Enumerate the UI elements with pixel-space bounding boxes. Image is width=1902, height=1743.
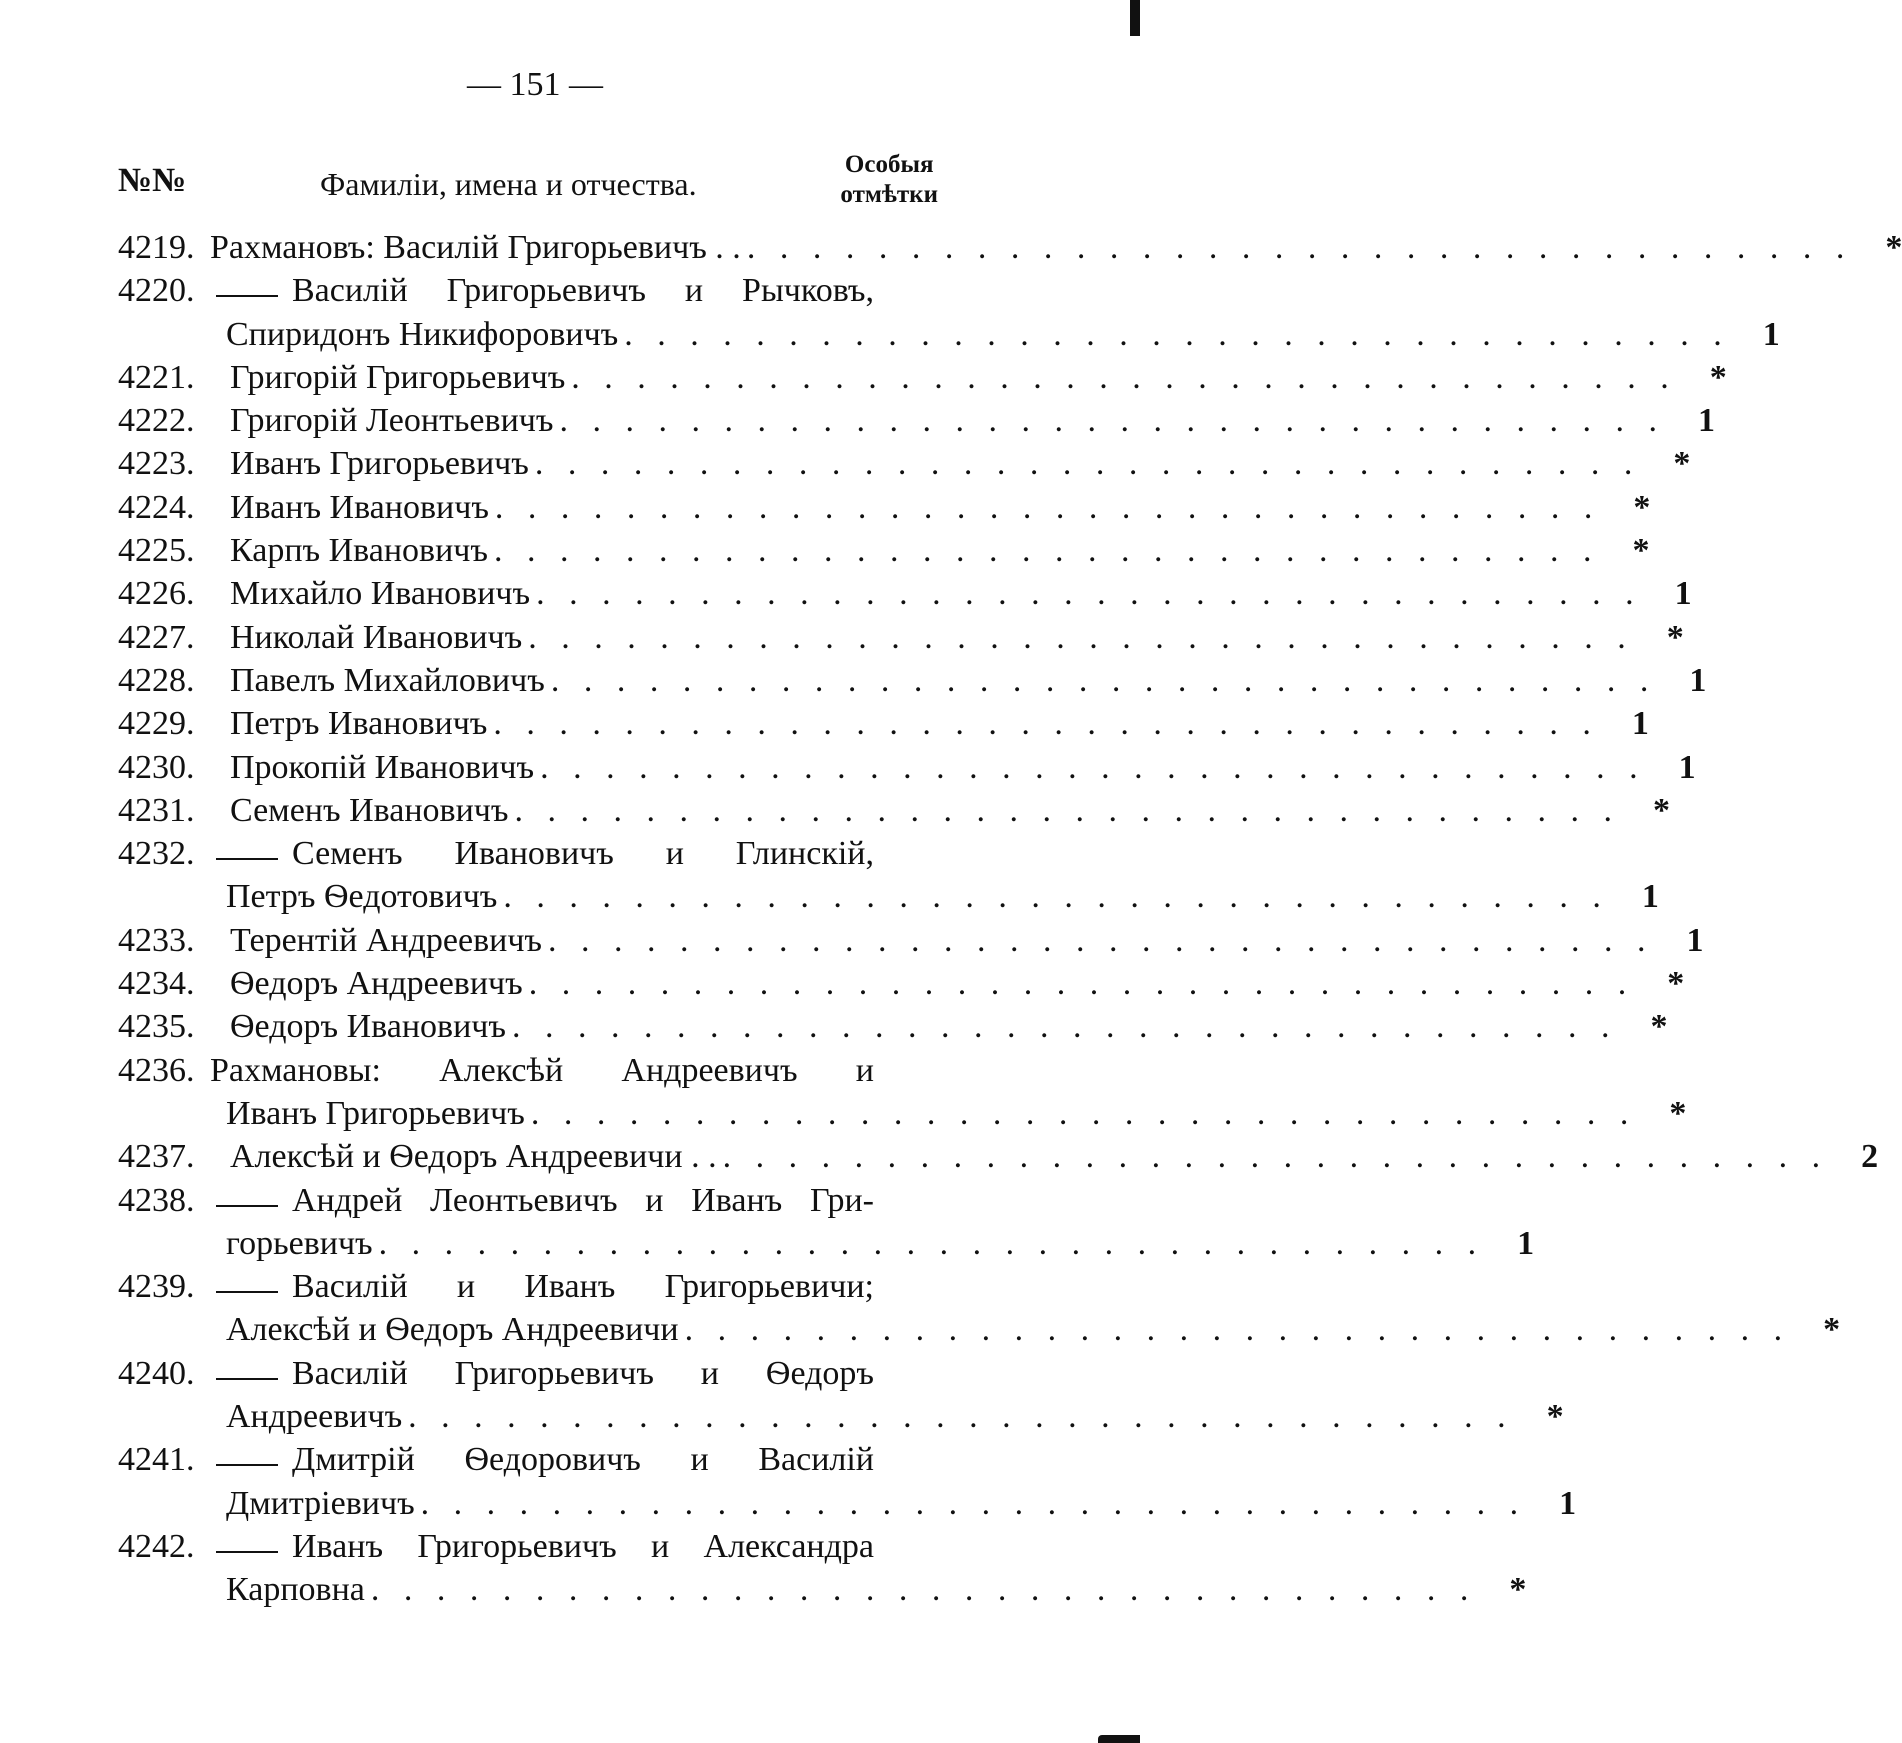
list-item xyxy=(118,659,1707,702)
entry-name-text: Терентій Андреевичъ xyxy=(230,921,543,959)
entry-line xyxy=(118,529,1650,572)
entry-name-text: Алексѣй и Ѳедоръ Андреевичи . . xyxy=(230,1138,717,1176)
entry-line xyxy=(118,399,1715,442)
entry-name xyxy=(292,1438,938,1481)
entry-mark: 1 xyxy=(1559,1484,1577,1522)
entry-name-text: Петръ Ивановичъ xyxy=(230,705,488,743)
dot-leader: . . . . . . . . . . . . . . . . . . . . . . . . . . . . . . . . . . xyxy=(494,488,1601,526)
entry-line xyxy=(118,486,1651,529)
entry-name-text: Андрей Леонтьевичъ и Иванъ Гри- xyxy=(292,1181,874,1219)
entry-mark: * xyxy=(1667,965,1685,1003)
notes-header-line2: отмѣтки xyxy=(840,181,938,208)
number-column-header: №№ xyxy=(118,162,187,199)
entry-line xyxy=(118,702,1649,745)
list-item xyxy=(118,442,1691,485)
dot-leader: . . . . . . . . . . . . . . . . . . . . . . . . . . . . . . . . . . xyxy=(503,878,1609,916)
entry-line xyxy=(118,832,938,875)
entry-name-text: Семенъ Ивановичъ xyxy=(230,791,509,829)
entry-line xyxy=(118,1092,1687,1135)
list-item xyxy=(118,832,1659,919)
entry-line xyxy=(118,1222,1535,1265)
entry-mark: 1 xyxy=(1689,661,1707,699)
dot-leader: . . . . . . . . . . . . . . . . . . . . . . . . . . . . . . . . . . xyxy=(420,1484,1527,1522)
entry-name-text: Прокопій Ивановичъ xyxy=(230,748,535,786)
entry-name-continued: Дмитріевичъ xyxy=(226,1484,415,1522)
dot-leader: . . . . . . . . . . . . . . . . . . . . . . . . . . . . . . . . . . xyxy=(548,921,1654,959)
entry-line xyxy=(118,572,1692,615)
entry-name xyxy=(230,789,508,832)
entry-name-text: Григорій Леонтьевичъ xyxy=(230,402,554,440)
entry-name xyxy=(230,442,529,485)
entry-line xyxy=(118,1308,1841,1351)
dot-leader: . . . . . . . . . . . . . . . . . . . . . . . . . . . . . . . . . . xyxy=(493,532,1600,570)
dot-leader: . . . . . . . . . . . . . . . . . . . . . . . . . . . . . . . . . . xyxy=(408,1398,1514,1436)
entry-name-text: Иванъ Григорьевичъ и Александра xyxy=(292,1527,874,1565)
entry-mark: * xyxy=(1823,1311,1841,1349)
entry-number: 4227. xyxy=(118,618,195,656)
list-item xyxy=(118,399,1715,442)
dot-leader: . . . . . . . . . . . . . . . . . . . . . . . . . . . . . . . . . . xyxy=(378,1224,1485,1262)
list-item xyxy=(118,962,1685,1005)
notes-header-line1: Особыя xyxy=(844,151,934,178)
dot-leader: . . . . . . . . . . . . . . . . . . . . . . . . . . . . . . . . . . xyxy=(511,1008,1618,1046)
entry-number: 4234. xyxy=(118,965,195,1003)
entry-mark: 1 xyxy=(1686,921,1704,959)
entry-name xyxy=(230,1005,506,1048)
entry-mark: * xyxy=(1666,618,1684,656)
dot-leader: . . . . . . . . . . . . . . . . . . . . . . . . . . . . . . . . . . xyxy=(534,445,1641,483)
entry-number: 4230. xyxy=(118,748,195,786)
entry-line xyxy=(118,1482,1577,1525)
entry-line xyxy=(118,789,1670,832)
entry-name-text: Павелъ Михайловичъ xyxy=(230,661,545,699)
entry-name-continued: горьевичъ xyxy=(226,1224,373,1262)
ditto-dash xyxy=(216,1551,278,1553)
entry-name xyxy=(210,1049,938,1092)
list-item xyxy=(118,746,1696,789)
list-item xyxy=(118,529,1650,572)
dot-leader: . . . . . . . . . . . . . . . . . . . . . . . . . . . . . . . . . . xyxy=(540,748,1646,786)
entry-mark: 1 xyxy=(1674,575,1692,613)
entry-mark: * xyxy=(1652,791,1670,829)
page-number: — 151 — xyxy=(467,66,603,103)
entry-number: 4235. xyxy=(118,1008,195,1046)
ditto-dash xyxy=(216,858,278,860)
dot-leader: . . . . . . . . . . . . . . . . . . . . . . . . . . . . . . . . . . xyxy=(536,575,1642,613)
entry-line xyxy=(118,1352,938,1395)
entry-mark: 1 xyxy=(1631,705,1649,743)
entry-name-text: Василій Григорьевичъ и Ѳедоръ xyxy=(292,1354,874,1392)
entry-name-text: Николай Ивановичъ xyxy=(230,618,523,656)
entry-line xyxy=(118,659,1707,702)
dot-leader: . . . . . . . . . . . . . . . . . . . . . . . . . . . . . . . . . . xyxy=(530,1094,1637,1132)
names-column-header: Фамиліи, имена и отчества. xyxy=(320,166,697,202)
ditto-dash xyxy=(216,1205,278,1207)
list-item xyxy=(118,1135,1879,1178)
entry-number: 4237. xyxy=(118,1138,195,1176)
entry-mark: * xyxy=(1673,445,1691,483)
dot-leader: . . . . . . . . . . . . . . . . . . . . . . . . . . . . . . . . . . xyxy=(528,965,1635,1003)
list-item xyxy=(118,789,1670,832)
entry-mark: * xyxy=(1632,532,1650,570)
entry-mark: 1 xyxy=(1641,878,1659,916)
entry-number: 4241. xyxy=(118,1441,195,1479)
entry-number: 4225. xyxy=(118,532,195,570)
entry-line xyxy=(118,442,1691,485)
list-item xyxy=(118,919,1704,962)
entry-name-text: Рахмановы: Алексѣй Андреевичъ и xyxy=(210,1051,874,1089)
dot-leader: . . . . . . . . . . . . . . . . . . . . . . . . . . . . . . . . . . xyxy=(559,402,1665,440)
entry-mark: 1 xyxy=(1517,1224,1535,1262)
entries-list xyxy=(118,226,1902,1612)
entry-line xyxy=(118,1005,1668,1048)
entry-name xyxy=(230,962,523,1005)
entry-line xyxy=(118,1049,938,1092)
entry-line xyxy=(118,746,1696,789)
entry-name-text: Семенъ Ивановичъ и Глинскій, xyxy=(292,835,874,873)
entry-name-text: Василій Григорьевичъ и Рычковъ, xyxy=(292,272,874,310)
ditto-dash xyxy=(216,1464,278,1466)
entry-mark: * xyxy=(1633,488,1651,526)
entry-line xyxy=(118,919,1704,962)
page-edge-mark-bottom xyxy=(1098,1735,1140,1743)
entry-mark: 1 xyxy=(1697,402,1715,440)
list-item xyxy=(118,1352,1564,1439)
list-item xyxy=(118,1265,1841,1352)
entry-number: 4229. xyxy=(118,705,195,743)
entry-number: 4226. xyxy=(118,575,195,613)
entry-number: 4242. xyxy=(118,1527,195,1565)
entry-line xyxy=(118,1395,1564,1438)
entry-name xyxy=(230,1135,717,1178)
entry-mark: * xyxy=(1669,1094,1687,1132)
entry-number: 4228. xyxy=(118,661,195,699)
entry-name xyxy=(230,529,488,572)
entry-name-text: Иванъ Ивановичъ xyxy=(230,488,489,526)
dot-leader: . . . . . . . . . . . . . . . . . . . . . . . . . . . . . . . . . . xyxy=(722,1138,1829,1176)
entry-name-text: Василій и Иванъ Григорьевичи; xyxy=(292,1268,874,1306)
entry-line xyxy=(118,269,938,312)
entry-name xyxy=(230,356,565,399)
entry-number: 4238. xyxy=(118,1181,195,1219)
ditto-dash xyxy=(216,295,278,297)
entry-number: 4236. xyxy=(118,1051,195,1089)
entry-mark: * xyxy=(1709,358,1727,396)
entry-number: 4221. xyxy=(118,358,195,396)
notes-column-header xyxy=(840,150,938,210)
entry-name-continued: Карповна xyxy=(226,1571,365,1609)
list-item xyxy=(118,702,1649,745)
list-item xyxy=(118,616,1684,659)
entry-name-continued: Петръ Ѳедотовичъ xyxy=(226,878,498,916)
entry-name xyxy=(292,1352,938,1395)
entry-name xyxy=(230,702,487,745)
list-item xyxy=(118,486,1651,529)
entry-name-continued: Алексѣй и Ѳедоръ Андреевичи xyxy=(226,1311,679,1349)
ditto-dash xyxy=(216,1291,278,1293)
entry-line xyxy=(118,1135,1879,1178)
entry-line xyxy=(118,1265,938,1308)
entry-mark: * xyxy=(1546,1398,1564,1436)
entry-name xyxy=(292,269,938,312)
dot-leader: . . . . . . . . . . . . . . . . . . . . . . . . . . . . . . . . . . xyxy=(493,705,1599,743)
table-header xyxy=(118,150,938,218)
entry-name xyxy=(230,399,553,442)
entry-name-text: Карпъ Ивановичъ xyxy=(230,532,488,570)
entry-name xyxy=(230,572,530,615)
dot-leader: . . . . . . . . . . . . . . . . . . . . . . . . . . . . . . . . . . xyxy=(624,315,1730,353)
dot-leader: . . . . . . . . . . . . . . . . . . . . . . . . . . . . . . . . . . xyxy=(746,229,1853,266)
entry-line xyxy=(118,1525,938,1568)
entry-mark: * xyxy=(1885,229,1902,266)
entry-line xyxy=(118,313,1780,356)
list-item xyxy=(118,1179,1535,1266)
dot-leader: . . . . . . . . . . . . . . . . . . . . . . . . . . . . . . . . . . xyxy=(514,791,1620,829)
entry-line xyxy=(118,226,1902,269)
entry-number: 4219. xyxy=(118,229,195,266)
entry-mark: * xyxy=(1650,1008,1668,1046)
entry-name xyxy=(292,1525,938,1568)
dot-leader: . . . . . . . . . . . . . . . . . . . . . . . . . . . . . . . . . . xyxy=(550,661,1657,699)
dot-leader: . . . . . . . . . . . . . . . . . . . . . . . . . . . . . . . . . . xyxy=(528,618,1634,656)
entry-name-continued: Иванъ Григорьевичъ xyxy=(226,1094,525,1132)
entry-number: 4231. xyxy=(118,791,195,829)
entry-number: 4233. xyxy=(118,921,195,959)
entry-name xyxy=(230,659,545,702)
entry-number: 4239. xyxy=(118,1268,195,1306)
entry-name-text: Дмитрій Ѳедоровичъ и Василій xyxy=(292,1441,874,1479)
entry-name xyxy=(292,832,938,875)
entry-number: 4222. xyxy=(118,402,195,440)
entry-name xyxy=(210,226,741,269)
entry-mark: * xyxy=(1509,1571,1527,1609)
entry-mark: 1 xyxy=(1678,748,1696,786)
entry-name-continued: Спиридонъ Никифоровичъ xyxy=(226,315,619,353)
dot-leader: . . . . . . . . . . . . . . . . . . . . . . . . . . . . . . . . . . xyxy=(571,358,1677,396)
entry-name-text: Иванъ Григорьевичъ xyxy=(230,445,529,483)
entry-name-text: Михайло Ивановичъ xyxy=(230,575,531,613)
entry-line xyxy=(118,356,1727,399)
ditto-dash xyxy=(216,1378,278,1380)
dot-leader: . . . . . . . . . . . . . . . . . . . . . . . . . . . . . . . . . . xyxy=(370,1571,1477,1609)
entry-line xyxy=(118,875,1659,918)
list-item xyxy=(118,269,1780,356)
entry-number: 4240. xyxy=(118,1354,195,1392)
page-edge-mark xyxy=(1130,0,1140,36)
entry-line xyxy=(118,962,1685,1005)
entry-name xyxy=(230,616,522,659)
entry-name xyxy=(292,1179,938,1222)
entry-line xyxy=(118,1438,938,1481)
list-item xyxy=(118,1438,1577,1525)
entry-name-continued: Андреевичъ xyxy=(226,1398,403,1436)
entry-name-text: Ѳедоръ Ивановичъ xyxy=(230,1008,506,1046)
entry-line xyxy=(118,1179,938,1222)
entry-name xyxy=(230,486,489,529)
list-item xyxy=(118,1005,1668,1048)
list-item xyxy=(118,226,1902,269)
list-item xyxy=(118,1049,1687,1136)
entry-number: 4223. xyxy=(118,445,195,483)
entry-name xyxy=(292,1265,938,1308)
entry-name xyxy=(230,746,534,789)
entry-line xyxy=(118,616,1684,659)
entry-number: 4224. xyxy=(118,488,195,526)
entry-name-text: Ѳедоръ Андреевичъ xyxy=(230,965,523,1003)
list-item xyxy=(118,356,1727,399)
entry-name-text: Григорій Григорьевичъ xyxy=(230,358,566,396)
list-item xyxy=(118,572,1692,615)
entry-line xyxy=(118,1568,1527,1611)
entry-number: 4232. xyxy=(118,835,195,873)
entry-mark: 1 xyxy=(1762,315,1780,353)
dot-leader: . . . . . . . . . . . . . . . . . . . . . . . . . . . . . . . . . . xyxy=(684,1311,1791,1349)
entry-mark: 2 xyxy=(1861,1138,1879,1176)
entry-number: 4220. xyxy=(118,272,195,310)
entry-name-text: Рахмановъ: Василій Григорьевичъ . . xyxy=(210,229,741,266)
entry-name xyxy=(230,919,542,962)
list-item xyxy=(118,1525,1527,1612)
